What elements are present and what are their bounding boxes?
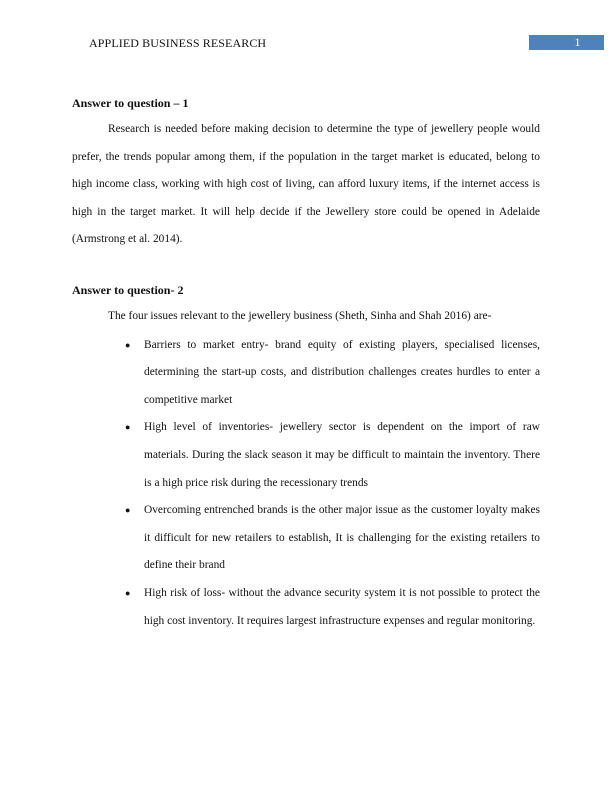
bullet-icon: ● (125, 587, 131, 598)
list-item-text: Overcoming entrenched brands is the other major issue as the customer loyalty makes it difficult for new retailers to establish, It is challenging for the existing retailers to define their brand (144, 504, 540, 572)
issues-list (72, 332, 540, 636)
section-heading-q1: Answer to question – 1 (72, 96, 189, 110)
list-item (125, 414, 540, 497)
list-item-text: High risk of loss- without the advance security system it is not possible to protect the high cost inventory. It requires largest infrastructure expenses and regular monitoring. (144, 586, 540, 627)
bullet-icon: ● (125, 422, 131, 433)
list-item-text: High level of inventories- jewellery sector is dependent on the import of raw materials. During the slack season it may be difficult to maintain the inventory. There is a high price risk during the recessionary trends (144, 421, 540, 489)
bullet-icon: ● (125, 505, 131, 516)
list-item (125, 497, 540, 580)
running-head: APPLIED BUSINESS RESEARCH (89, 36, 267, 50)
bullet-icon: ● (125, 339, 131, 350)
page-number: 1 (529, 35, 604, 50)
document-body (72, 95, 540, 635)
list-item (125, 580, 540, 635)
answer-2-intro: The four issues relevant to the jewellery business (Sheth, Sinha and Shah 2016) are- (108, 309, 492, 322)
list-item (125, 332, 540, 415)
answer-1-paragraph: Research is needed before making decision to determine the type of jewellery people would prefer, the trends popular among them, if the population in the target market is educated, belong to high income class, working with high cost of living, can afford luxury items, if the internet access is high in the target market. It will help decide if the Jewellery store could be opened in Adelaide (Armstrong et al. 2014). (72, 123, 540, 246)
list-item-text: Barriers to market entry- brand equity of existing players, specialised licenses, determining the start-up costs, and distribution challenges creates hurdles to enter a competitive market (144, 338, 540, 406)
section-heading-q2: Answer to question- 2 (72, 282, 184, 297)
